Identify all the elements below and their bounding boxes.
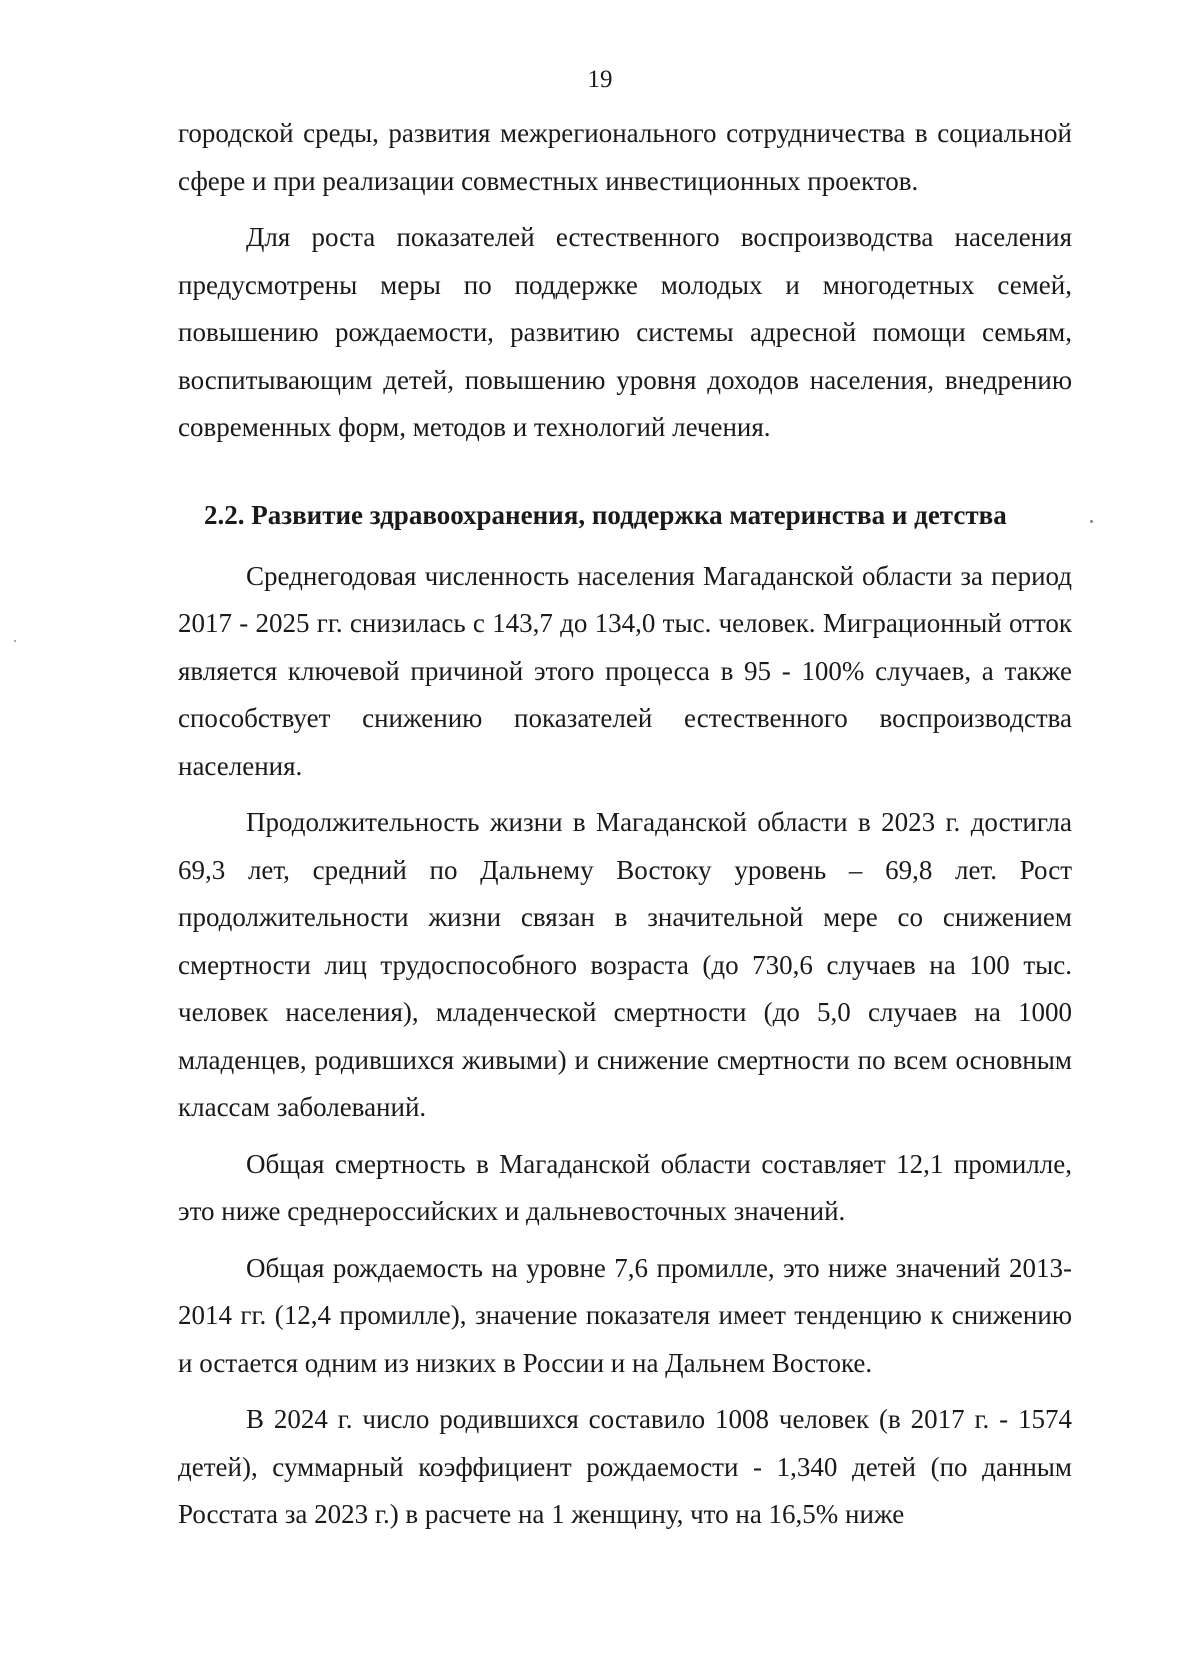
paragraph-birth-rate: Общая рождаемость на уровне 7,6 промилле, это ниже значений 2013-2014 гг. (12,4 промилле), значение показателя имеет тенденцию к снижению и остается одним из низких в России и на Дальнем Востоке. (178, 1252, 1072, 1378)
page-body (178, 110, 1072, 1539)
page-number: 19 (587, 66, 613, 93)
paragraph-continuation: городской среды, развития межрегионального сотрудничества в социальной сфере и при реализации совместных инвестиционных проектов. (178, 118, 1072, 196)
scan-speck (14, 640, 16, 642)
paragraph-births-2024: В 2024 г. число родившихся составило 1008 человек (в 2017 г. - 1574 детей), суммарный коэффициент рождаемости - 1,340 детей (по данным Росстата за 2023 г.) в расчете на 1 женщину, что на 16,5% ниже (178, 1404, 1072, 1529)
paragraph-natural-reproduction: Для роста показателей естественного воспроизводства населения предусмотрены меры по поддержке молодых и многодетных семей, повышению рождаемости, развитию системы адресной помощи семьям, воспитывающим детей, повышению уровня доходов населения, внедрению современных форм, методов и технологий лечения. (178, 222, 1072, 442)
paragraph-population: Среднегодовая численность населения Магаданской области за период 2017 - 2025 гг. снизилась с 143,7 до 134,0 тыс. человек. Миграционный отток является ключевой причиной этого процесса в 95 - 100% случаев, а также способствует снижению показателей естественного воспроизводства населения. (178, 560, 1072, 781)
section-heading: 2.2. Развитие здравоохранения, поддержка материнства и детства (204, 499, 1007, 530)
scan-speck (1090, 520, 1093, 523)
paragraph-mortality: Общая смертность в Магаданской области составляет 12,1 промилле, это ниже среднероссийских и дальневосточных значений. (178, 1148, 1072, 1226)
paragraph-life-expectancy: Продолжительность жизни в Магаданской области в 2023 г. достигла 69,3 лет, средний по Дальнему Востоку уровень – 69,8 лет. Рост продолжительности жизни связан в значительной мере со снижением смертности лиц трудоспособного возраста (до 730,6 случаев на 100 тыс. человек населения), младенческой смертности (до 5,0 случаев на 1000 младенцев, родившихся живыми) и снижение смертности по всем основным классам заболеваний. (178, 807, 1072, 1122)
